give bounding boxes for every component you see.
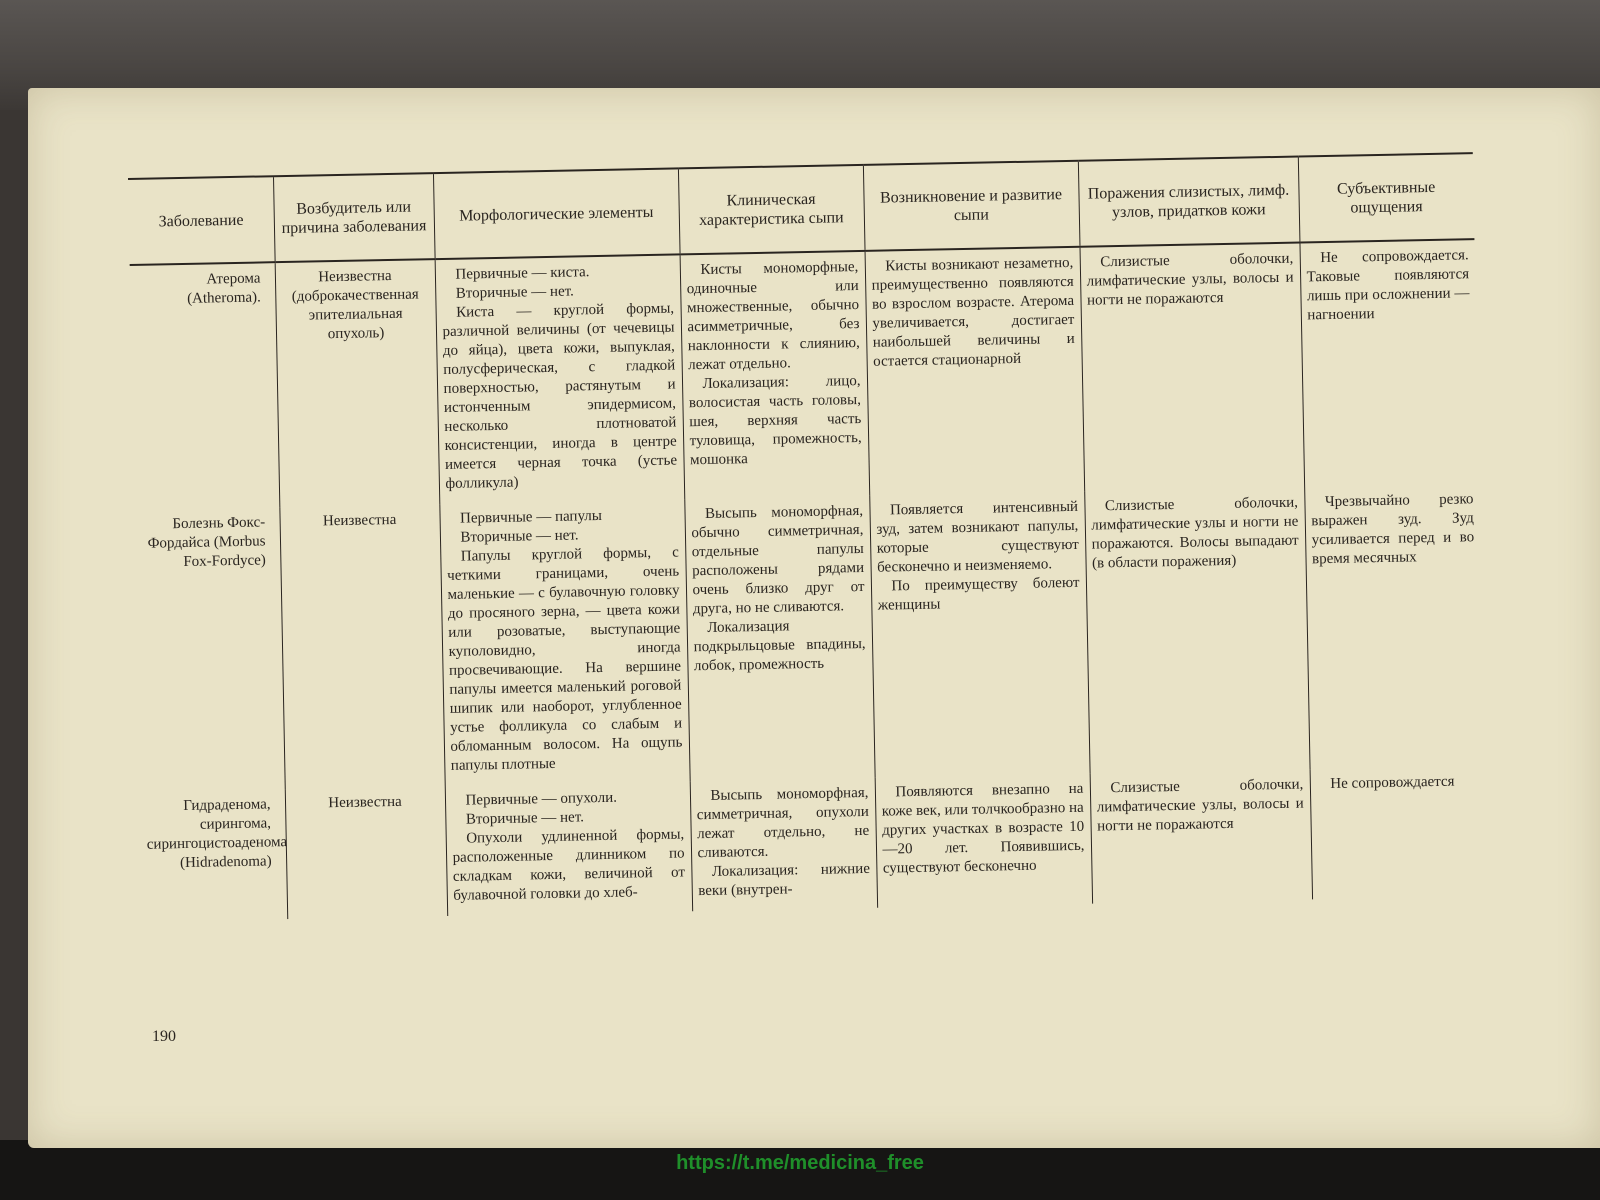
morphology-cell <box>439 499 689 786</box>
mucosa-cell: Слизистые оболочки, лимфатические узлы, волосы и ногти не поражаются <box>1090 769 1312 903</box>
clinical-localization: Локализация: нижние веки (внутрен- <box>698 860 871 900</box>
onset-text: Кисты возникают незаметно, преимущественно появляются во взрослом возрасте. Атерома увеличивается, достигает наибольшей величины и остается стационарной <box>871 254 1075 370</box>
header-onset: Возникновение и развитие сыпи <box>863 161 1080 251</box>
clinical-cell <box>684 496 874 781</box>
table-row <box>140 766 1487 922</box>
morph-description: Опухоли удлиненной формы, расположенные длинником по складкам кожи, величиной от булавочной головки до хлеб- <box>452 826 686 904</box>
subjective-cell: Не сопровождается. Таковые появляются лишь при осложнении — нагноении <box>1299 239 1479 487</box>
clinical-text: Кисты мономорфные, одиночные или множественные, обычно асимметричные, без наклонности к слиянию, лежат отдельно. <box>686 258 860 374</box>
book-page <box>28 88 1600 1148</box>
clinical-localization: Локализация подкрыльцовые впадины, лобок, промежность <box>693 618 866 675</box>
morph-secondary: Вторичные — нет. <box>455 283 574 302</box>
disease-name: Болезнь Фокс-Фордайса (Morbus Fox-Fordyce) <box>147 514 267 571</box>
disease-cause: Неизвестна (доброкачественная эпителиальная опухоль) <box>275 259 440 507</box>
header-mucosa: Поражения слизистых, лимф. узлов, придатков кожи <box>1078 157 1300 247</box>
diseases-table <box>128 152 1487 922</box>
header-clinical: Клиническая характеристика сыпи <box>678 165 865 255</box>
onset-cell <box>875 774 1092 908</box>
disease-cause: Неизвестна <box>285 786 447 919</box>
mucosa-cell: Слизистые оболочки, лимфатические узлы, волосы и ногти не поражаются <box>1079 243 1304 492</box>
header-subjective: Субъективные ощущения <box>1298 153 1475 242</box>
subjective-cell: Чрезвычайно резко выражен зуд. Зуд усиливается перед и во время месячных <box>1304 484 1484 769</box>
morph-primary: Первичные — опухоли. <box>465 789 618 809</box>
mucosa-cell: Слизистые оболочки, лимфатические узлы и ногти не поражаются. Волосы выпадают (в области поражения) <box>1084 487 1309 773</box>
subjective-cell: Не сопровождается <box>1310 766 1487 899</box>
header-morphology: Морфологические элементы <box>433 168 680 259</box>
header-cause: Возбудитель или причина заболевания <box>273 173 435 262</box>
morph-description: Папулы круглой формы, с четкими границами, очень маленькие — с булавочную головку до просяного зерна, — цвета кожи или розоватые, выступающие куполовидно, иногда просвечивающие. На вершине папулы имеется маленький роговой шипик или наоборот, углубленное устье фолликула со слабым и обломанным волосом. На ощупь папулы плотные <box>447 544 683 774</box>
morph-primary: Первичные — киста. <box>455 264 590 283</box>
header-disease: Заболевание <box>128 176 275 265</box>
table-row <box>134 484 1484 792</box>
page-content <box>128 151 1545 1078</box>
morph-primary: Первичные — папулы <box>459 507 603 527</box>
clinical-text: Высыпь мономорфная, обычно симметричная, отдельные папулы расположены рядами очень близко друг от друга, но не сливаются. <box>691 502 865 618</box>
page-number: 190 <box>152 1028 176 1045</box>
morphology-cell <box>445 781 692 916</box>
disease-name: Гидраденома, сирингома, сирингоцистоаденома (Hidradenoma) <box>146 796 288 872</box>
clinical-cell <box>690 778 877 912</box>
onset-text: Появляются внезапно на коже век, или толчкообразно на других участках в возрасте 10—20 лет. Появившись, существуют бесконечно <box>881 780 1085 877</box>
onset-extra: По преимуществу болеют женщины <box>877 574 1080 614</box>
disease-cause: Неизвестна <box>279 504 444 789</box>
morphology-cell <box>435 254 685 504</box>
table-row <box>130 239 1479 510</box>
footer-link[interactable]: https://t.me/medicina_free <box>676 1152 924 1174</box>
morph-description: Киста — круглой формы, различной величины (от чечевицы до яйца), цвета кожи, выпуклая, полусферическая, с гладкой поверхностью, растянутым и истонченным эпидермисом, несколько плотноватой консистенции, иногда в центре имеется черная точка (устье фолликула) <box>442 300 678 492</box>
disease-name: Атерома (Atheroma). <box>186 270 261 307</box>
clinical-cell <box>680 251 870 500</box>
clinical-text: Высыпь мономорфная, симметричная, опухоли лежат отдельно, не сливаются. <box>696 784 870 862</box>
onset-cell <box>869 492 1089 778</box>
morph-secondary: Вторичные — нет. <box>465 809 585 828</box>
morph-secondary: Вторичные — нет. <box>460 527 579 546</box>
onset-text: Появляется интенсивный зуд, затем возникают папулы, которые существуют бесконечно и неизменяемо. <box>876 498 1079 576</box>
onset-cell <box>865 247 1085 496</box>
clinical-localization: Локализация: лицо, волосистая часть головы, шея, верхняя часть туловища, промежность, мошонка <box>688 372 862 469</box>
